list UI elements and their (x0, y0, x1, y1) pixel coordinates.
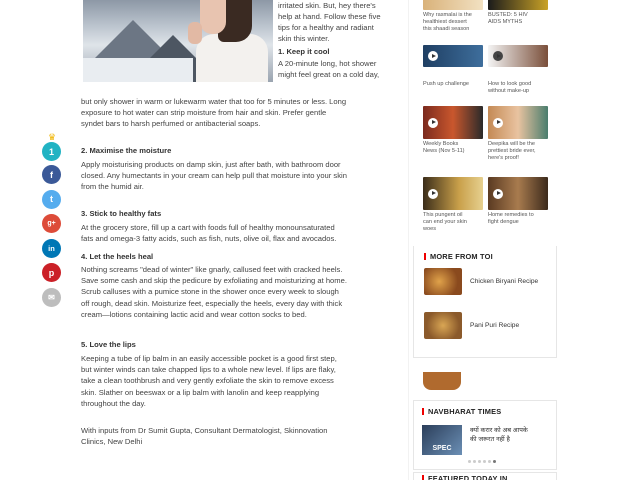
video-card[interactable]: How to look good without make-up (488, 45, 548, 95)
section-moisture (81, 145, 399, 193)
play-icon (493, 51, 503, 61)
featured-today-widget (413, 472, 557, 480)
body-line: might feel great on a cold day, (278, 70, 380, 79)
body-line: Save some cash and skip the pedicure by exfoliating and moisturizing at home. (81, 276, 347, 286)
linkedin-share-button[interactable] (42, 239, 61, 258)
article-hero-image (83, 0, 273, 82)
body-line: At the grocery store, fill up a cart with foods full of healthy monounsaturated (81, 223, 335, 232)
body-line: Nothing screams "dead of winter" like gnarly, callused feet with cracked heels. (81, 265, 343, 274)
rail-divider (408, 0, 409, 480)
play-icon (493, 189, 503, 199)
share-bar (42, 133, 62, 312)
body-line: Apply moisturising products on damp skin, just after bath, with bathroom door (81, 160, 341, 169)
video-card[interactable]: Push up challenge (423, 45, 483, 88)
body-line: exposure to hot water can strip moisture from hair and skin. Prefer gentle (81, 108, 327, 118)
body-line: syndet bars to harsh perfumed or antibacterial soaps. (81, 119, 261, 129)
section-heels (81, 251, 399, 320)
section-fats (81, 208, 399, 244)
body-line: take a clean toothbrush and very gently exfoliate the skin to remove excess (81, 376, 334, 386)
video-thumbnail (488, 106, 548, 139)
facebook-share-button[interactable] (42, 165, 61, 184)
body-line: from the humid air. (81, 182, 144, 192)
credit-line: Clinics, New Delhi (81, 437, 143, 447)
body-line: off rough, dead skin. Moisturize feet, especially the heels, every day with thick (81, 298, 343, 308)
intro-text (278, 0, 399, 80)
more-from-toi-item[interactable] (424, 268, 538, 295)
play-icon (428, 189, 438, 199)
body-line: cream—lotions containing lactic acid and wear cotton socks to bed. (81, 309, 307, 319)
section-lips (81, 339, 399, 409)
recipe-link[interactable]: Chicken Biryani Recipe (470, 278, 539, 285)
news-thumbnail[interactable]: SPEC (422, 425, 462, 455)
intro-line: tips for a healthy and radiant (278, 23, 374, 32)
section-heading-moisture: 2. Maximise the moisture (81, 146, 172, 155)
carousel-dots[interactable] (468, 460, 496, 463)
video-thumbnail (488, 177, 548, 210)
comment-button[interactable] (42, 288, 61, 307)
googleplus-icon: g+ (47, 220, 56, 227)
video-card[interactable]: Deepika will be the prettiest bride ever, here's proof! (488, 106, 548, 162)
body-line: A 20-minute long, hot shower (278, 59, 377, 68)
recipe-thumbnail (424, 312, 462, 339)
pinterest-share-button[interactable] (42, 263, 61, 282)
video-thumbnail (423, 45, 483, 67)
recipe-thumbnail (424, 268, 462, 295)
body-line: throughout the day. (81, 398, 146, 408)
woman-figure (188, 0, 273, 82)
body-line: Scrub calluses with a pumice stone in the shower once every week to slough (81, 287, 339, 297)
video-card[interactable]: Weekly Books News (Nov 5-11) (423, 106, 483, 155)
comment-icon: ✉ (48, 292, 55, 302)
play-icon (428, 118, 438, 128)
share-count-badge: 1 (42, 142, 61, 161)
video-thumbnail (423, 0, 483, 10)
section-heading-lips: 5. Love the lips (81, 340, 136, 349)
intro-line: help at hand. Follow these five (278, 12, 381, 21)
video-card[interactable]: BUSTED: 5 HIV AIDS MYTHS (488, 0, 548, 26)
credit-line: With inputs from Dr Sumit Gupta, Consultant Dermatologist, Skinnovation (81, 426, 328, 435)
section-keep-cool-body (81, 96, 399, 130)
body-line: closed. Any humectants in your cream can help pull that moisture into your skin (81, 171, 347, 181)
widget-title: FEATURED TODAY IN (422, 474, 508, 480)
intro-line: skin this winter. (278, 34, 330, 43)
intro-line: irritated skin. But, hey there's (278, 1, 376, 10)
play-icon (428, 51, 438, 61)
video-thumbnail (488, 0, 548, 10)
crown-icon: ♛ (47, 132, 57, 142)
recipe-thumbnail-partial (423, 372, 461, 390)
play-icon (493, 118, 503, 128)
widget-title: NAVBHARAT TIMES (422, 407, 501, 416)
video-card[interactable]: Why rasmalai is the healthiest dessert this shaadi season (423, 0, 483, 33)
body-line: but winter winds can take chapped lips to a whole new level. If lips are flaky, (81, 365, 336, 375)
body-line: Keeping a tube of lip balm in an easily accessible pocket is a good first step, (81, 354, 337, 363)
section-heading-heels: 4. Let the heels heal (81, 252, 154, 261)
more-from-toi-widget (413, 246, 557, 358)
video-thumbnail (488, 45, 548, 67)
video-card[interactable]: This pungent oil can end your skin woes (423, 177, 483, 233)
linkedin-icon: in (48, 243, 55, 253)
video-thumbnail (423, 177, 483, 210)
body-line: skin. Slather on beeswax or a lip balm with lanolin and keep reapplying (81, 387, 320, 397)
recipe-link[interactable]: Pani Puri Recipe (470, 322, 520, 329)
video-card[interactable]: Home remedies to fight dengue (488, 177, 548, 226)
body-line: fats and omega-3 fatty acids, such as fish, nuts, olive oil, flax and avocados. (81, 234, 337, 244)
section-heading-fats: 3. Stick to healthy fats (81, 209, 162, 218)
video-thumbnail (423, 106, 483, 139)
section-heading-keep-cool: 1. Keep it cool (278, 47, 330, 56)
body-line: but only shower in warm or lukewarm water that too for 5 minutes or less. Long (81, 97, 347, 106)
more-from-toi-item[interactable] (424, 312, 519, 339)
googleplus-share-button[interactable] (42, 214, 61, 233)
twitter-icon: t (50, 194, 53, 204)
navbharat-headline[interactable]: क्यों करार को अब आपके की जरूरत नहीं है (470, 427, 528, 443)
twitter-share-button[interactable] (42, 190, 61, 209)
facebook-icon: f (50, 169, 53, 180)
pinterest-icon: p (48, 267, 55, 278)
article-credit (81, 425, 399, 447)
widget-title: MORE FROM TOI (424, 252, 493, 261)
